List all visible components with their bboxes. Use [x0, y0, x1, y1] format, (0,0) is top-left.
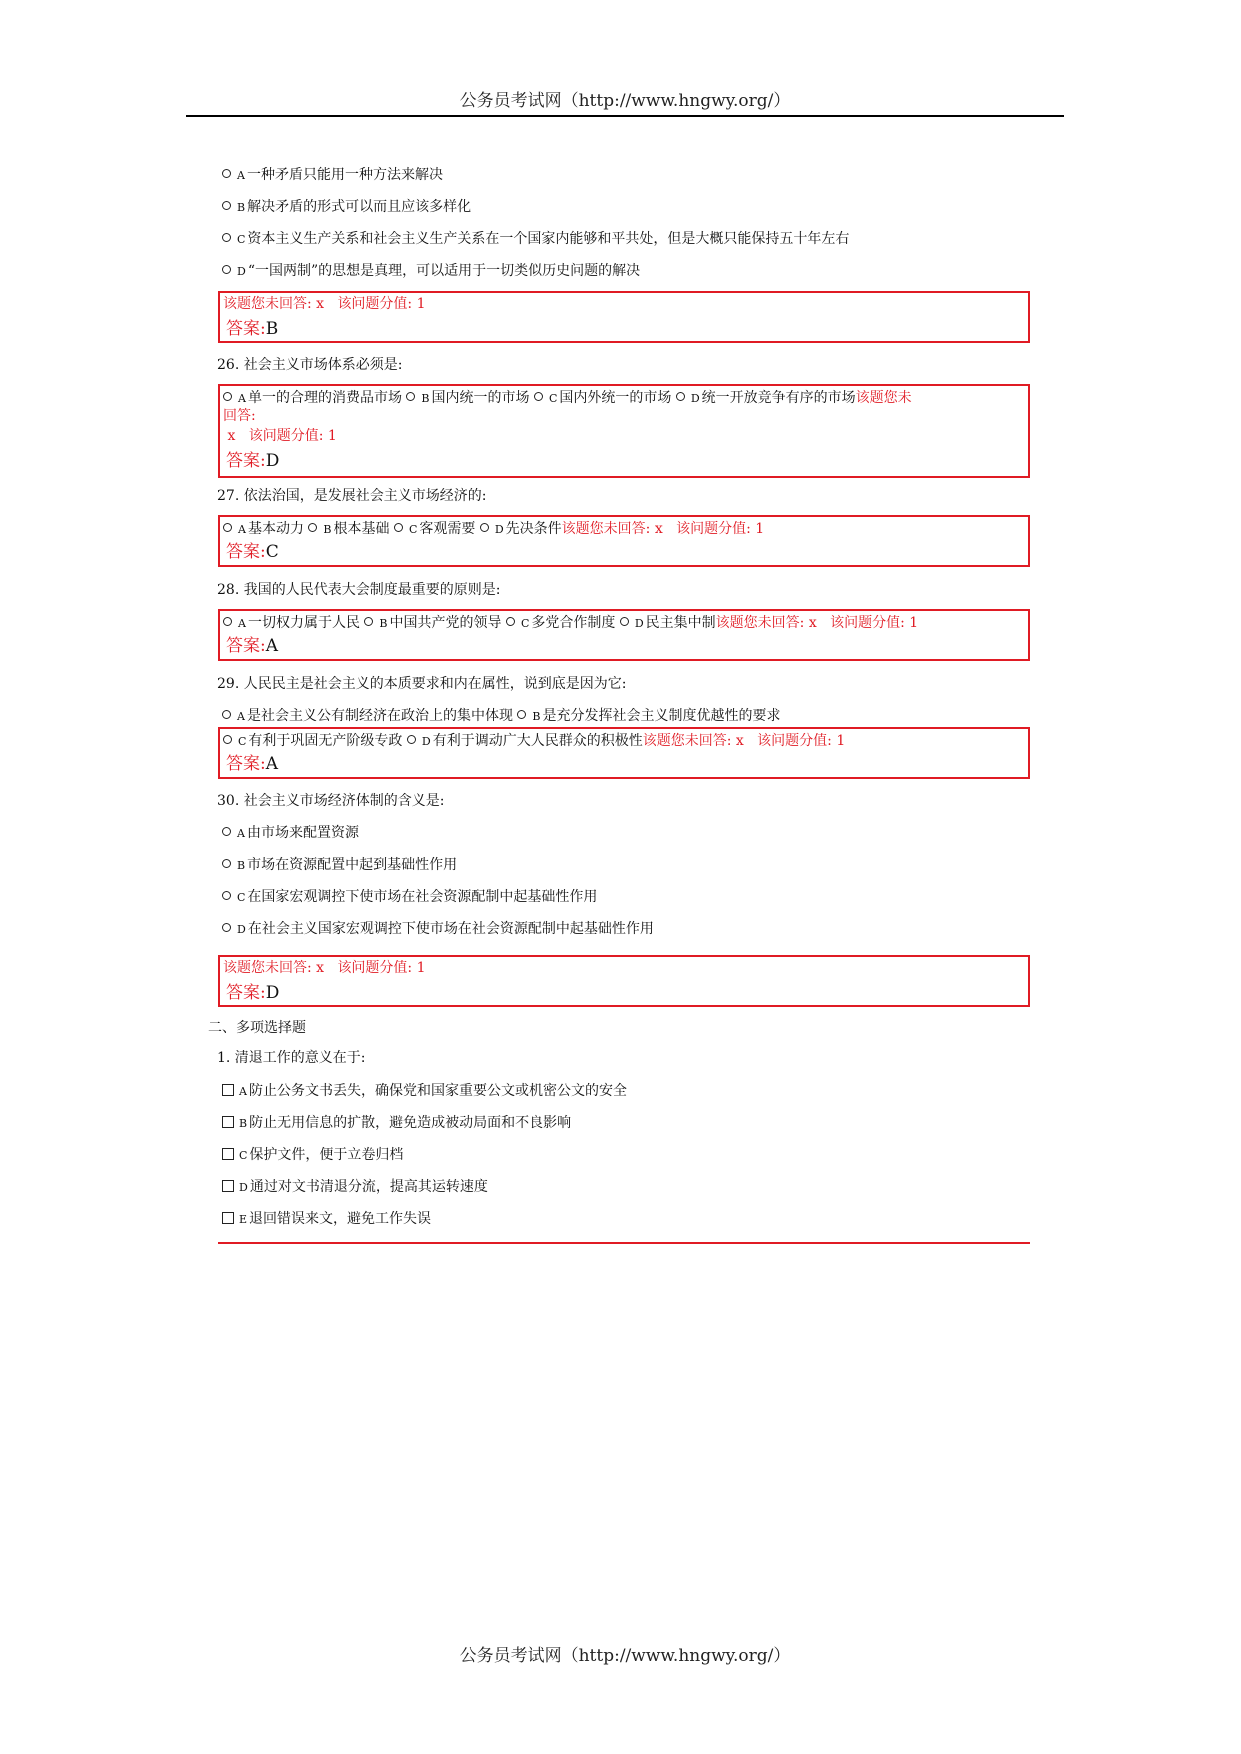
radio-icon[interactable] — [364, 617, 373, 626]
q25-feedback-box — [218, 291, 1030, 343]
q30-title: 30. 社会主义市场经济体制的含义是: — [217, 793, 445, 809]
q26-options: A 单一的合理的消费品市场 B 国内统一的市场 C 国内外统一的市场 D 统一开放竞争有序的市场该题您未 — [223, 390, 912, 407]
feedback-continued: 回答: — [223, 408, 256, 424]
page-footer: 公务员考试网（http://www.hngwy.org/） — [459, 1646, 791, 1666]
radio-icon[interactable] — [534, 392, 543, 401]
page-header: 公务员考试网（http://www.hngwy.org/） — [459, 91, 791, 111]
feedback-box-top-edge — [218, 1242, 1030, 1244]
answer-line: 答案:C — [226, 542, 279, 562]
q26-title: 26. 社会主义市场体系必须是: — [217, 357, 403, 373]
feedback-line: x 该问题分值: 1 — [227, 428, 337, 444]
q26-feedback-box — [218, 384, 1030, 478]
q25-option-a[interactable]: A 一种矛盾只能用一种方法来解决 — [222, 166, 443, 185]
radio-icon[interactable] — [222, 710, 231, 719]
answer-line: 答案:A — [226, 636, 279, 656]
radio-icon[interactable] — [222, 859, 231, 868]
q28-feedback-box — [218, 609, 1030, 661]
q27-options: A 基本动力 B 根本基础 C 客观需要 D 先决条件该题您未回答: x 该问题分值: 1 — [223, 521, 764, 538]
q29-title: 29. 人民民主是社会主义的本质要求和内在属性，说到底是因为它: — [217, 676, 627, 692]
q30-option-a[interactable]: A 由市场来配置资源 — [222, 824, 359, 843]
radio-icon[interactable] — [407, 735, 416, 744]
mq1-title: 1. 清退工作的意义在于: — [217, 1050, 366, 1066]
answer-line: 答案:D — [226, 451, 280, 471]
q30-option-d[interactable]: D 在社会主义国家宏观调控下使市场在社会资源配制中起基础性作用 — [222, 920, 654, 939]
radio-icon[interactable] — [222, 265, 231, 274]
mq1-option-a[interactable]: A 防止公务文书丢失，确保党和国家重要公文或机密公文的安全 — [222, 1082, 627, 1101]
q30-feedback-box — [218, 955, 1030, 1007]
mq1-option-c[interactable]: C 保护文件，便于立卷归档 — [222, 1146, 403, 1165]
radio-icon[interactable] — [223, 392, 232, 401]
q25-option-b[interactable]: B 解决矛盾的形式可以而且应该多样化 — [222, 198, 471, 217]
radio-icon[interactable] — [223, 523, 232, 532]
mq1-option-b[interactable]: B 防止无用信息的扩散，避免造成被动局面和不良影响 — [222, 1114, 571, 1133]
checkbox-icon[interactable] — [222, 1084, 234, 1096]
radio-icon[interactable] — [406, 392, 415, 401]
q27-feedback-box — [218, 515, 1030, 567]
checkbox-icon[interactable] — [222, 1212, 234, 1224]
radio-icon[interactable] — [222, 233, 231, 242]
q25-option-d[interactable]: D “一国两制”的思想是真理，可以适用于一切类似历史问题的解决 — [222, 262, 640, 281]
radio-icon[interactable] — [480, 523, 489, 532]
checkbox-icon[interactable] — [222, 1148, 234, 1160]
radio-icon[interactable] — [676, 392, 685, 401]
radio-icon[interactable] — [222, 827, 231, 836]
answer-line: 答案:D — [226, 983, 280, 1003]
radio-icon[interactable] — [394, 523, 403, 532]
q29-options-ab: A 是社会主义公有制经济在政治上的集中体现 B 是充分发挥社会主义制度优越性的要求 — [222, 707, 781, 726]
mq1-option-d[interactable]: D 通过对文书清退分流，提高其运转速度 — [222, 1178, 488, 1197]
checkbox-icon[interactable] — [222, 1116, 234, 1128]
feedback-line: 该题您未回答: x 该问题分值: 1 — [223, 960, 426, 976]
section-title: 二、多项选择题 — [208, 1020, 306, 1036]
radio-icon[interactable] — [222, 201, 231, 210]
radio-icon[interactable] — [223, 617, 232, 626]
header-rule — [186, 115, 1064, 117]
radio-icon[interactable] — [517, 710, 526, 719]
radio-icon[interactable] — [620, 617, 629, 626]
q25-option-c[interactable]: C 资本主义生产关系和社会主义生产关系在一个国家内能够和平共处，但是大概只能保持五十年左右 — [222, 230, 849, 249]
q27-title: 27. 依法治国，是发展社会主义市场经济的: — [217, 488, 487, 504]
feedback-line: 该题您未回答: x 该问题分值: 1 — [223, 296, 426, 312]
q28-options: A 一切权力属于人民 B 中国共产党的领导 C 多党合作制度 D 民主集中制该题您未回答: x 该问题分值: 1 — [223, 615, 918, 632]
radio-icon[interactable] — [223, 735, 232, 744]
answer-line: 答案:A — [226, 754, 279, 774]
radio-icon[interactable] — [506, 617, 515, 626]
checkbox-icon[interactable] — [222, 1180, 234, 1192]
q28-title: 28. 我国的人民代表大会制度最重要的原则是: — [217, 582, 501, 598]
radio-icon[interactable] — [222, 923, 231, 932]
radio-icon[interactable] — [308, 523, 317, 532]
answer-line: 答案:B — [226, 319, 279, 339]
q30-option-b[interactable]: B 市场在资源配置中起到基础性作用 — [222, 856, 457, 875]
q29-feedback-box — [218, 727, 1030, 779]
q30-option-c[interactable]: C 在国家宏观调控下使市场在社会资源配制中起基础性作用 — [222, 888, 597, 907]
radio-icon[interactable] — [222, 891, 231, 900]
mq1-option-e[interactable]: E 退回错误来文，避免工作失误 — [222, 1210, 431, 1229]
radio-icon[interactable] — [222, 169, 231, 178]
q29-options-cd: C 有利于巩固无产阶级专政 D 有利于调动广大人民群众的积极性该题您未回答: x 该问题分值: 1 — [223, 733, 845, 750]
